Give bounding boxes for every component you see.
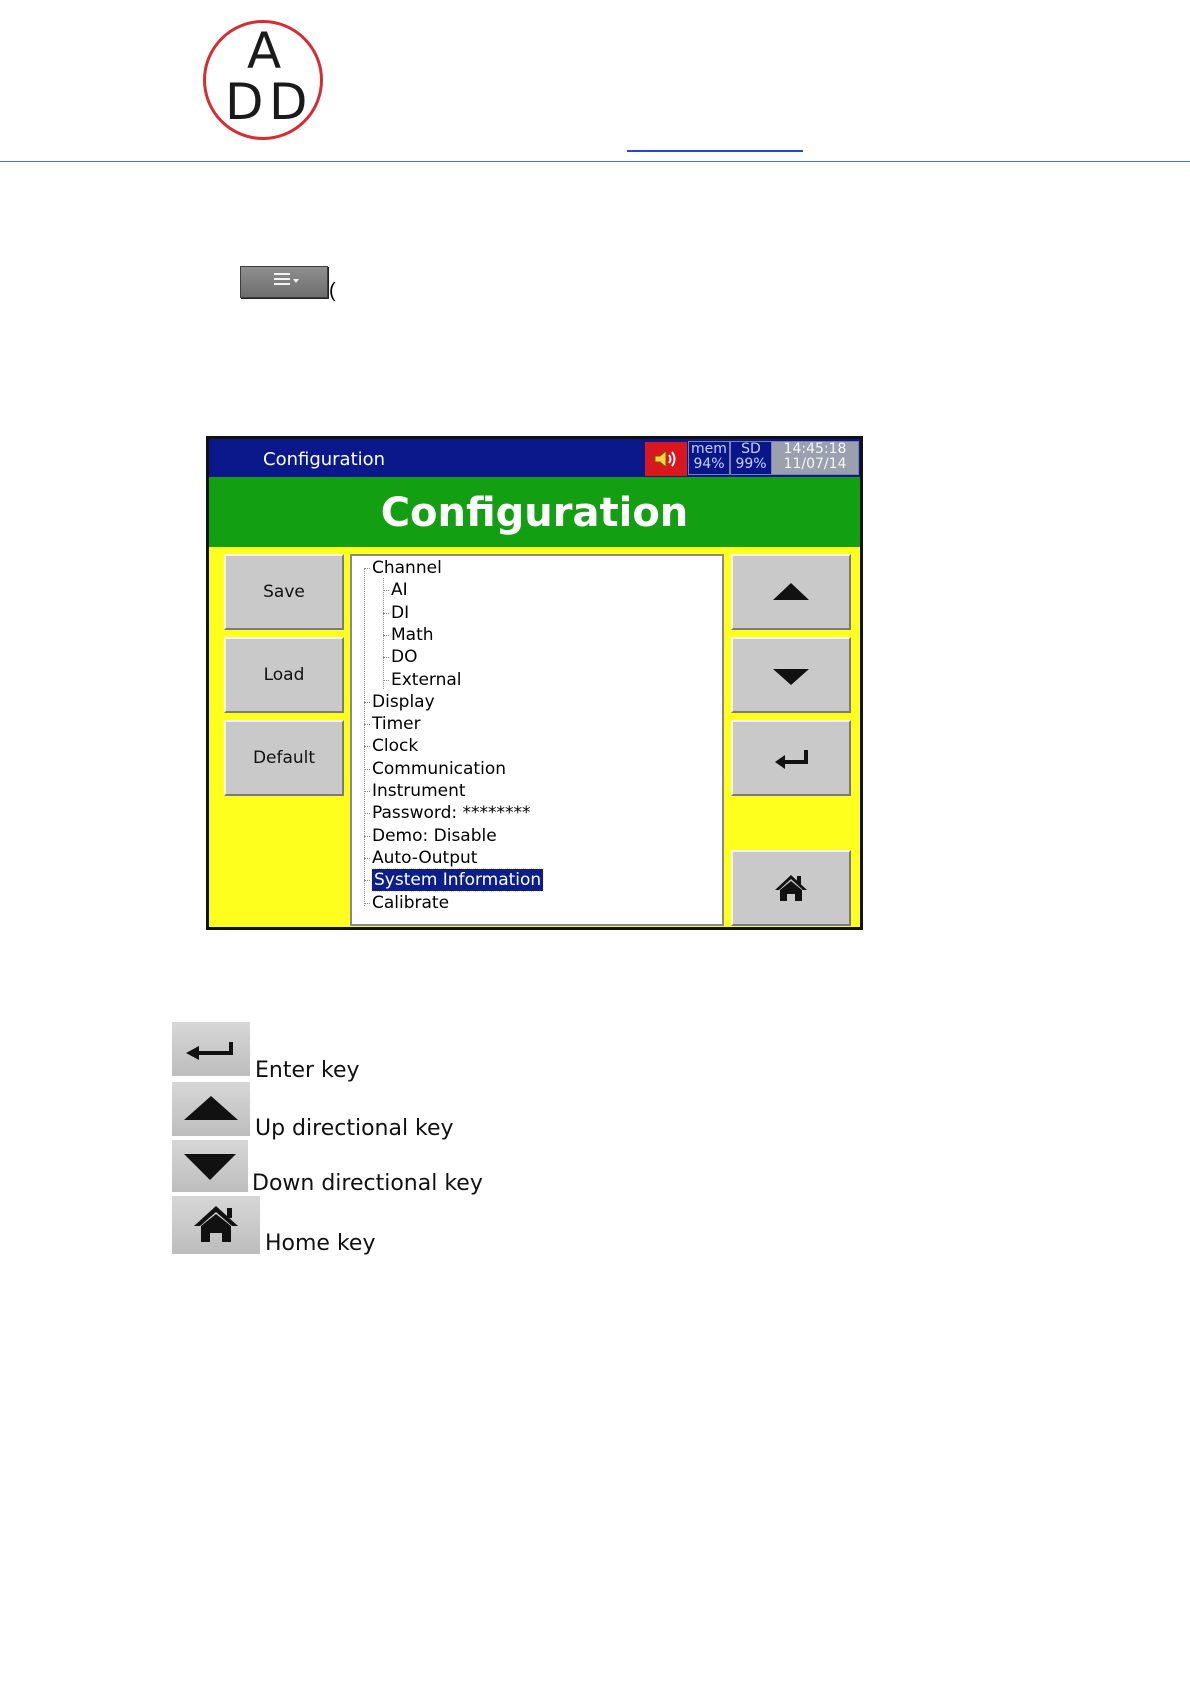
memory-value: 94% [693, 456, 725, 472]
header-link-underline[interactable] [627, 150, 803, 152]
tree-item[interactable]: Display [372, 691, 435, 712]
tree-connector [364, 791, 370, 792]
enter-icon [733, 722, 849, 794]
sd-status [730, 441, 772, 475]
tree-item[interactable]: Timer [372, 714, 421, 735]
page-banner [209, 477, 860, 547]
tree-item[interactable]: AI [391, 580, 408, 601]
legend-enter-key [172, 1022, 250, 1076]
enter-icon [172, 1022, 250, 1076]
tree-item[interactable]: Clock [372, 736, 419, 757]
tree-item[interactable]: Auto-Output [372, 847, 478, 868]
tree-item[interactable]: Communication [372, 758, 506, 779]
tree-connector [364, 858, 370, 859]
tree-guide-line-child [383, 578, 384, 689]
tree-connector [364, 724, 370, 725]
tree-guide-line [364, 568, 365, 906]
logo-letter-a: A [247, 22, 282, 80]
tree-item[interactable]: System Information [374, 870, 542, 891]
menu-key-button[interactable] [240, 266, 328, 298]
tree-connector [383, 613, 389, 614]
save-button-label: Save [263, 582, 305, 602]
up-button[interactable] [731, 554, 851, 630]
tree-item[interactable]: Calibrate [372, 892, 450, 913]
header-divider [0, 161, 1190, 162]
sd-label: SD [741, 441, 761, 457]
tree-connector [364, 568, 370, 569]
up-arrow-icon [172, 1082, 250, 1136]
sd-value: 99% [735, 456, 767, 472]
tree-item[interactable]: Math [391, 624, 434, 645]
tree-connector [364, 746, 370, 747]
tree-connector [364, 813, 370, 814]
tree-item[interactable]: DO [391, 647, 418, 668]
logo-letter-d2: D [269, 73, 308, 131]
tree-connector [364, 769, 370, 770]
legend-home-label: Home key [265, 1231, 376, 1256]
tree-connector [364, 903, 370, 904]
tree-connector [364, 836, 370, 837]
logo-letter-d1: D [225, 73, 264, 131]
up-arrow-icon [733, 556, 849, 628]
legend-up-key [172, 1082, 250, 1136]
tree-connector [364, 880, 370, 881]
caret-down-icon [293, 279, 299, 283]
clock-status [771, 441, 859, 475]
legend-down-key [172, 1140, 248, 1192]
tree-item[interactable]: Channel [372, 558, 442, 578]
title-bar [209, 439, 860, 477]
menu-list-icon [274, 273, 290, 288]
legend-up-label: Up directional key [255, 1116, 454, 1141]
load-button[interactable] [224, 637, 344, 713]
config-tree[interactable] [350, 554, 724, 926]
speaker-icon[interactable] [645, 442, 687, 476]
default-button[interactable] [224, 720, 344, 796]
tree-connector [383, 590, 389, 591]
home-icon [172, 1196, 260, 1254]
company-logo [203, 20, 323, 140]
legend-enter-label: Enter key [255, 1058, 360, 1083]
load-button-label: Load [263, 665, 305, 685]
tree-connector [364, 702, 370, 703]
down-button[interactable] [731, 637, 851, 713]
tree-item[interactable]: External [391, 669, 462, 690]
page-title: Configuration [380, 490, 689, 536]
legend-home-key [172, 1196, 260, 1254]
tree-connector [383, 680, 389, 681]
configuration-screen [206, 436, 863, 930]
memory-status [688, 441, 730, 475]
menu-key-trailing-text: ( [329, 280, 336, 302]
tree-item[interactable]: Instrument [372, 781, 466, 801]
tree-item[interactable]: DI [391, 602, 410, 623]
down-arrow-icon [172, 1140, 248, 1192]
default-button-label: Default [252, 748, 316, 768]
memory-label: mem [691, 441, 727, 457]
home-button[interactable] [731, 850, 851, 926]
save-button[interactable] [224, 554, 344, 630]
clock-date: 11/07/14 [783, 456, 847, 472]
tree-connector [383, 657, 389, 658]
clock-time: 14:45:18 [783, 441, 847, 457]
tree-connector [383, 635, 389, 636]
tree-item[interactable]: Demo: Disable [372, 825, 497, 846]
legend-down-label: Down directional key [252, 1171, 483, 1196]
home-icon [733, 852, 849, 924]
down-arrow-icon [733, 639, 849, 711]
tree-item[interactable]: Password: ******** [372, 803, 531, 824]
window-title: Configuration [263, 449, 386, 470]
enter-button[interactable] [731, 720, 851, 796]
